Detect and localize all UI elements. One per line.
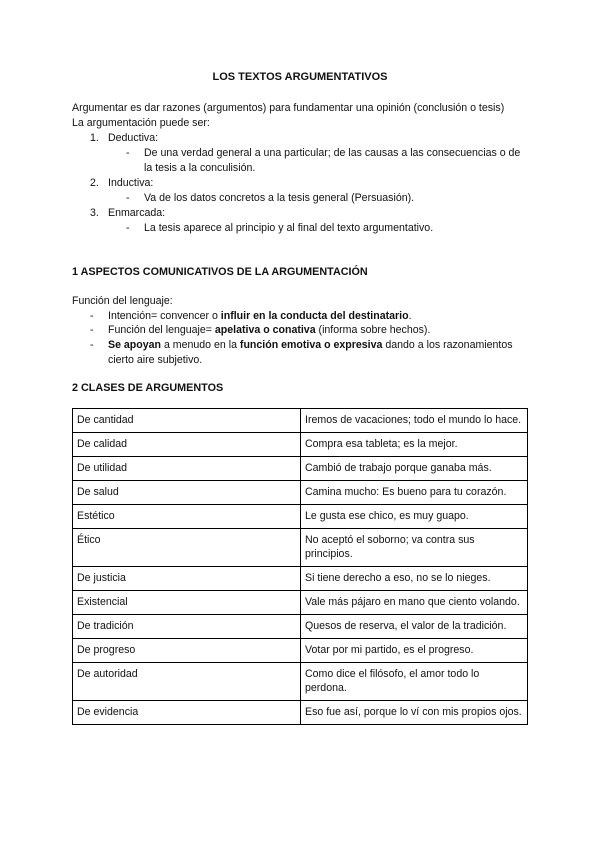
table-row — [73, 567, 528, 591]
argument-type-cell: De salud — [73, 481, 301, 505]
argument-type-cell: De calidad — [73, 433, 301, 457]
dash-bullet: - — [126, 147, 130, 159]
argument-example-cell: Eso fue así, porque lo ví con mis propios ojos. — [301, 701, 528, 725]
bullet-intention: Intención= convencer o influir en la conducta del destinatario. — [108, 310, 412, 322]
dash-bullet: - — [90, 310, 94, 322]
table-row — [73, 663, 528, 701]
list-number: 3. — [90, 207, 99, 219]
table-row — [73, 505, 528, 529]
list-item-description: La tesis aparece al principio y al final del texto argumentativo. — [144, 222, 434, 234]
argument-example-cell: Vale más pájaro en mano que ciento volando. — [301, 591, 528, 615]
section-subheading: Función del lenguaje: — [72, 295, 173, 307]
dash-bullet: - — [90, 339, 94, 351]
argument-type-cell: Existencial — [73, 591, 301, 615]
argument-type-cell: De tradición — [73, 615, 301, 639]
section-heading: 1 ASPECTOS COMUNICATIVOS DE LA ARGUMENTACIÓN — [72, 266, 368, 278]
bullet-function: Función del lenguaje= apelativa o conativa (informa sobre hechos). — [108, 324, 431, 336]
table-row — [73, 457, 528, 481]
argument-example-cell: Quesos de reserva, el valor de la tradición. — [301, 615, 528, 639]
list-item-label: Inductiva: — [108, 177, 154, 189]
table-row — [73, 481, 528, 505]
dash-bullet: - — [126, 222, 130, 234]
table-row — [73, 529, 528, 567]
table-row — [73, 591, 528, 615]
table-row — [73, 701, 528, 725]
argument-example-cell: Iremos de vacaciones; todo el mundo lo hace. — [301, 409, 528, 433]
argument-example-cell: Le gusta ese chico, es muy guapo. — [301, 505, 528, 529]
argument-example-cell: Cambió de trabajo porque ganaba más. — [301, 457, 528, 481]
list-number: 2. — [90, 177, 99, 189]
dash-bullet: - — [126, 192, 130, 204]
argument-example-cell: Votar por mi partido, es el progreso. — [301, 639, 528, 663]
argument-example-cell: Si tiene derecho a eso, no se lo nieges. — [301, 567, 528, 591]
list-item-description: De una verdad general a una particular; de las causas a las consecuencias o de la tesis a la conculisión. — [144, 147, 521, 174]
argument-type-cell: Estético — [73, 505, 301, 529]
argument-example-cell: No aceptó el soborno; va contra sus principios. — [301, 529, 528, 567]
table-row — [73, 433, 528, 457]
document-title: LOS TEXTOS ARGUMENTATIVOS — [212, 71, 388, 83]
argument-type-cell: De utilidad — [73, 457, 301, 481]
table-row — [73, 615, 528, 639]
argument-type-cell: De justicia — [73, 567, 301, 591]
dash-bullet: - — [90, 324, 94, 336]
argument-type-cell: De cantidad — [73, 409, 301, 433]
table-row — [73, 409, 528, 433]
bullet-support: Se apoyan a menudo en la función emotiva o expresiva dando a los razonamientos cierto aire subjetivo. — [108, 339, 513, 366]
table-row — [73, 639, 528, 663]
list-number: 1. — [90, 132, 99, 144]
list-item-label: Enmarcada: — [108, 207, 166, 219]
argument-type-cell: De progreso — [73, 639, 301, 663]
list-item-label: Deductiva: — [108, 132, 159, 144]
argument-type-cell: De autoridad — [73, 663, 301, 701]
argument-example-cell: Como dice el filósofo, el amor todo lo perdona. — [301, 663, 528, 701]
argument-type-cell: De evidencia — [73, 701, 301, 725]
argument-example-cell: Camina mucho: Es bueno para tu corazón. — [301, 481, 528, 505]
intro-line-2: La argumentación puede ser: — [72, 117, 210, 129]
argument-classes-table — [72, 408, 528, 725]
list-item-description: Va de los datos concretos a la tesis general (Persuasión). — [144, 192, 415, 204]
section-heading: 2 CLASES DE ARGUMENTOS — [72, 382, 224, 394]
argument-example-cell: Compra esa tableta; es la mejor. — [301, 433, 528, 457]
argument-type-cell: Ético — [73, 529, 301, 567]
intro-line-1: Argumentar es dar razones (argumentos) para fundamentar una opinión (conclusión o tesis) — [72, 102, 505, 114]
